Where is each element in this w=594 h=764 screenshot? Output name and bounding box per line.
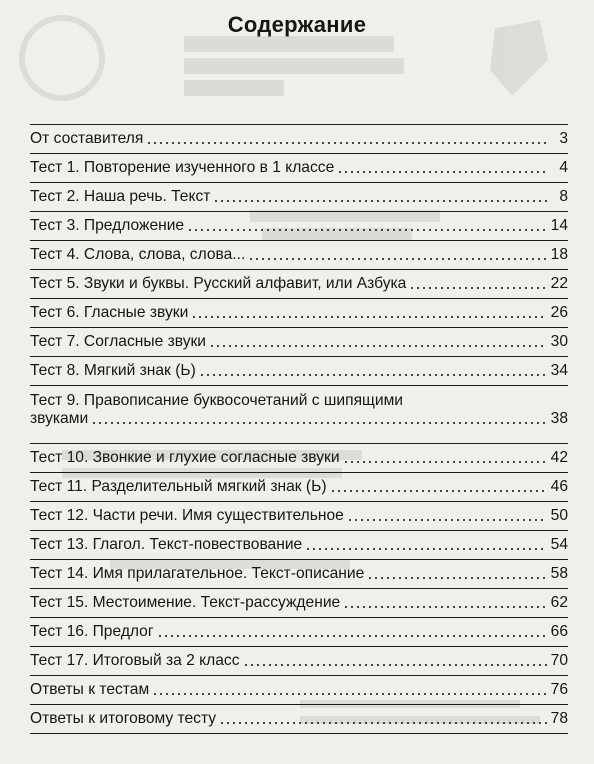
toc-entry-page: 34 [550,362,568,379]
dot-leader [409,287,547,289]
toc-entry-page: 66 [550,623,568,640]
dot-leader [243,664,547,666]
toc-entry-page: 38 [550,410,568,427]
toc-entry [30,212,568,241]
dot-leader [187,229,547,231]
dot-leader [91,422,547,424]
toc-entry [30,473,568,502]
toc-entry-page: 58 [550,565,568,582]
toc-entry-page: 26 [550,304,568,321]
toc-entry [30,270,568,299]
toc-entry [30,676,568,705]
toc-entry-title: Ответы к тестам [30,681,150,698]
toc-entry-title-continued: звуками [30,410,89,427]
toc-entry-page: 70 [550,652,568,669]
toc-entry-title: Тест 2. Наша речь. Текст [30,188,211,205]
dot-leader [213,200,547,202]
toc-entry-page: 62 [550,594,568,611]
table-of-contents [30,124,568,734]
toc-entry-title: Тест 17. Итоговый за 2 класс [30,652,240,669]
toc-entry [30,647,568,676]
dot-leader [219,722,547,724]
toc-entry-page: 30 [550,333,568,350]
toc-entry [30,589,568,618]
dot-leader [199,374,547,376]
toc-entry-title: Тест 13. Глагол. Текст-повествование [30,536,303,553]
dot-leader [343,461,547,463]
dot-leader [343,606,547,608]
toc-entry [30,386,568,444]
toc-entry-title: Тест 12. Части речи. Имя существительное [30,507,344,524]
dot-leader [248,258,547,260]
toc-entry [30,183,568,212]
toc-entry-title: Тест 10. Звонкие и глухие согласные звуки [30,449,340,466]
dot-leader [330,490,547,492]
toc-entry-title: Ответы к итоговому тесту [30,710,217,727]
toc-entry-page: 50 [550,507,568,524]
toc-entry [30,560,568,589]
dot-leader [337,171,547,173]
toc-entry-page: 22 [550,275,568,292]
toc-entry-title: Тест 4. Слова, слова, слова... [30,246,246,263]
toc-entry-page: 76 [550,681,568,698]
toc-entry-page: 78 [550,710,568,727]
toc-entry [30,444,568,473]
toc-entry [30,154,568,183]
toc-entry-page: 3 [559,130,568,147]
toc-entry-title: От составителя [30,130,144,147]
toc-entry-page: 8 [559,188,568,205]
toc-entry-page: 14 [550,217,568,234]
toc-entry-page: 4 [559,159,568,176]
toc-entry [30,241,568,270]
toc-entry-title: Тест 15. Местоимение. Текст-рассуждение [30,594,341,611]
dot-leader [146,142,547,144]
dot-leader [191,316,547,318]
toc-entry-title: Тест 11. Разделительный мягкий знак (Ь) [30,478,327,495]
dot-leader [305,548,547,550]
toc-entry-title: Тест 6. Гласные звуки [30,304,189,321]
toc-entry [30,357,568,386]
toc-entry-page: 54 [550,536,568,553]
toc-entry [30,618,568,647]
toc-entry [30,705,568,734]
toc-entry-title: Тест 8. Мягкий знак (Ь) [30,362,196,379]
dot-leader [209,345,547,347]
toc-entry-page: 42 [550,449,568,466]
dot-leader [157,635,547,637]
toc-entry [30,502,568,531]
dot-leader [347,519,547,521]
toc-entry-page: 46 [550,478,568,495]
toc-entry-title: Тест 1. Повторение изученного в 1 классе [30,159,335,176]
toc-entry [30,125,568,154]
toc-entry-title: Тест 5. Звуки и буквы. Русский алфавит, или Азбука [30,275,407,292]
page-title: Содержание [227,12,367,37]
dot-leader [367,577,547,579]
toc-entry-page: 18 [550,246,568,263]
toc-entry [30,328,568,357]
dot-leader [152,693,547,695]
toc-entry [30,299,568,328]
toc-entry-title: Тест 9. Правописание буквосочетаний с шипящими [30,392,404,409]
toc-entry-title: Тест 16. Предлог [30,623,154,640]
toc-entry [30,531,568,560]
toc-entry-title: Тест 7. Согласные звуки [30,333,207,350]
toc-entry-title: Тест 3. Предложение [30,217,185,234]
toc-entry-title: Тест 14. Имя прилагательное. Текст-описание [30,565,365,582]
